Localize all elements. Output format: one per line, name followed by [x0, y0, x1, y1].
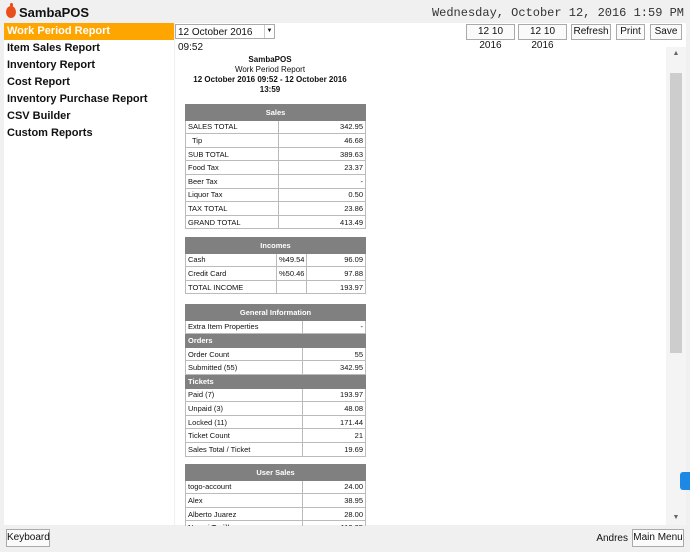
row-label: Ticket Count	[186, 429, 303, 443]
sales-table	[185, 104, 366, 229]
table-row	[186, 480, 366, 494]
table-row	[186, 161, 366, 175]
sidebar-item-custom-reports[interactable]: Custom Reports	[7, 127, 93, 139]
row-label: Alberto Juarez	[186, 507, 303, 521]
report-header	[185, 55, 355, 95]
report-toolbar	[175, 23, 686, 53]
report-title: Work Period Report	[234, 65, 306, 74]
row-label: Tip	[186, 134, 279, 148]
row-value: 171.44	[303, 415, 366, 429]
row-label: Unpaid (3)	[186, 402, 303, 416]
table-row	[186, 320, 366, 334]
sidebar-item-item-sales-report[interactable]: Item Sales Report	[7, 42, 100, 54]
row-label: Beer Tax	[186, 174, 279, 188]
row-value: 97.88	[307, 267, 366, 281]
table-header: User Sales	[186, 465, 366, 481]
row-label: SUB TOTAL	[186, 147, 279, 161]
section-title: Orders	[186, 334, 366, 348]
top-bar	[0, 0, 690, 22]
general-information-table	[185, 304, 366, 457]
clock: Wednesday, October 12, 2016 1:59 PM	[431, 6, 684, 20]
sidebar-item-cost-report[interactable]: Cost Report	[7, 76, 70, 88]
incomes-table	[185, 237, 366, 294]
row-value: 0.50	[279, 188, 366, 202]
table-row	[186, 253, 366, 267]
main-menu-button[interactable]: Main Menu	[632, 529, 684, 547]
row-label: Cash	[186, 253, 277, 267]
app-logo	[6, 4, 89, 20]
bottom-bar	[0, 526, 690, 552]
row-label: TAX TOTAL	[186, 202, 279, 216]
start-date-input[interactable]: 12 10 2016	[466, 24, 515, 40]
row-value: 19.69	[303, 442, 366, 456]
table-row	[186, 188, 366, 202]
keyboard-button[interactable]: Keyboard	[6, 529, 50, 547]
sidebar-item-inventory-report[interactable]: Inventory Report	[7, 59, 96, 71]
row-value: 193.97	[303, 388, 366, 402]
table-header: Sales	[186, 105, 366, 121]
row-value: 55	[303, 347, 366, 361]
row-value: -	[279, 174, 366, 188]
refresh-button[interactable]: Refresh	[571, 24, 611, 40]
table-row	[186, 415, 366, 429]
row-value: 21	[303, 429, 366, 443]
table-header: General Information	[186, 305, 366, 321]
section-title: Tickets	[186, 374, 366, 388]
row-label: Food Tax	[186, 161, 279, 175]
work-period-select-value: 12 October 2016 09:52	[178, 27, 253, 53]
table-row	[186, 174, 366, 188]
row-value: 38.95	[303, 494, 366, 508]
row-label: Paid (7)	[186, 388, 303, 402]
table-row	[186, 361, 366, 375]
end-date-input[interactable]: 12 10 2016	[518, 24, 567, 40]
row-value: 413.49	[279, 215, 366, 229]
row-label: GRAND TOTAL	[186, 215, 279, 229]
table-row	[186, 402, 366, 416]
print-button[interactable]: Print	[616, 24, 645, 40]
table-row	[186, 147, 366, 161]
table-row	[186, 120, 366, 134]
report-scrollbar[interactable]	[666, 47, 686, 525]
chevron-down-icon[interactable]: ▼	[264, 25, 274, 38]
sidebar-item-csv-builder[interactable]: CSV Builder	[7, 110, 71, 122]
row-value: 48.08	[303, 402, 366, 416]
section-header	[186, 334, 366, 348]
row-label: Alex	[186, 494, 303, 508]
row-label: TOTAL INCOME	[186, 280, 277, 294]
report-company: SambaPOS	[248, 55, 292, 64]
sambapos-logo-icon	[6, 6, 16, 18]
current-user: Andres	[596, 533, 628, 544]
row-label: togo-account	[186, 480, 303, 494]
scroll-up-icon[interactable]: ▲	[672, 50, 680, 57]
row-label: Extra Item Properties	[186, 320, 303, 334]
table-row	[186, 202, 366, 216]
table-row	[186, 429, 366, 443]
row-percent	[277, 280, 307, 294]
side-panel-tab-icon[interactable]	[680, 472, 690, 490]
section-header	[186, 374, 366, 388]
row-value: 24.00	[303, 480, 366, 494]
report-date-range: 12 October 2016 09:52 - 12 October 2016 13:59	[193, 75, 347, 94]
row-label: Submitted (55)	[186, 361, 303, 375]
table-row	[186, 347, 366, 361]
report-document	[175, 45, 666, 525]
row-label: SALES TOTAL	[186, 120, 279, 134]
row-value: -	[303, 320, 366, 334]
table-row	[186, 507, 366, 521]
row-value: 342.95	[279, 120, 366, 134]
row-value: 96.09	[307, 253, 366, 267]
work-period-select[interactable]	[175, 24, 275, 53]
report-sidebar	[4, 23, 174, 525]
table-row	[186, 134, 366, 148]
row-label: Liquor Tax	[186, 188, 279, 202]
row-value: 23.86	[279, 202, 366, 216]
row-value: 389.63	[279, 147, 366, 161]
row-value: 46.68	[279, 134, 366, 148]
table-row	[186, 215, 366, 229]
table-row	[186, 494, 366, 508]
row-label: Order Count	[186, 347, 303, 361]
table-row	[186, 388, 366, 402]
row-value: 342.95	[303, 361, 366, 375]
row-value: 23.37	[279, 161, 366, 175]
save-button[interactable]: Save	[650, 24, 682, 40]
user-sales-table	[185, 464, 366, 535]
sidebar-item-inventory-purchase-report[interactable]: Inventory Purchase Report	[7, 93, 148, 105]
row-label: Locked (11)	[186, 415, 303, 429]
row-label: Credit Card	[186, 267, 277, 281]
table-header: Incomes	[186, 238, 366, 254]
table-row	[186, 280, 366, 294]
row-value: 193.97	[307, 280, 366, 294]
row-value: 28.00	[303, 507, 366, 521]
table-row	[186, 267, 366, 281]
logo-text: SambaPOS	[19, 4, 90, 20]
table-row	[186, 442, 366, 456]
row-label: Sales Total / Ticket	[186, 442, 303, 456]
row-percent: %49.54	[277, 253, 307, 267]
scroll-down-icon[interactable]: ▼	[672, 514, 680, 521]
row-percent: %50.46	[277, 267, 307, 281]
scrollbar-thumb[interactable]	[670, 73, 682, 353]
report-panel	[175, 23, 686, 525]
sidebar-item-work-period-report[interactable]: Work Period Report	[4, 23, 174, 40]
